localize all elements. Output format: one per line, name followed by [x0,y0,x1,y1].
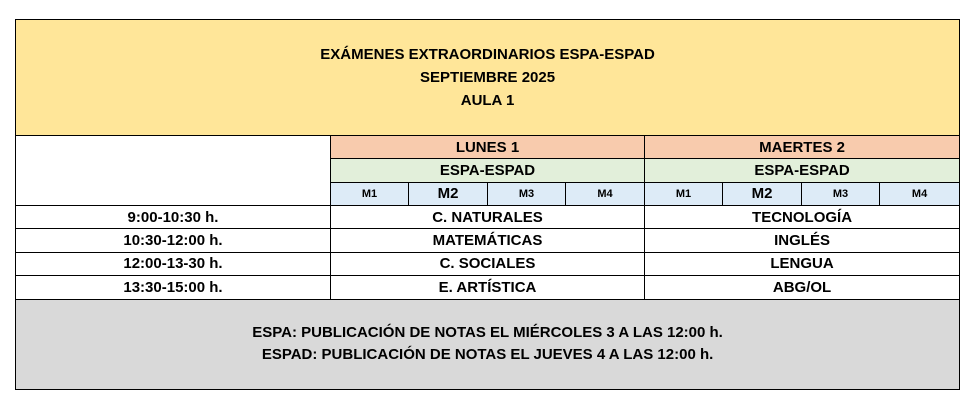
time-slot-row [16,252,960,275]
time-cell: 10:30-12:00 h. [16,229,331,252]
title-cell [16,20,960,136]
title-line-3: AULA 1 [460,91,515,109]
module-cell: M2 [409,182,488,205]
module-cell: M4 [880,182,960,205]
footer-cell [16,299,960,390]
footer-line-2: ESPAD: PUBLICACIÓN DE NOTAS EL JUEVES 4 A LAS 12:00 h. [261,346,714,364]
footer-line-1: ESPA: PUBLICACIÓN DE NOTAS EL MIÉRCOLES 3 A LAS 12:00 h. [252,324,723,342]
subject-cell: E. ARTÍSTICA [331,276,645,299]
title-line-1: EXÁMENES EXTRAORDINARIOS ESPA-ESPAD [320,45,655,63]
title-row [16,20,960,136]
day-1-label: LUNES 1 [331,135,645,158]
subject-cell: INGLÉS [645,229,960,252]
footer-row [16,299,960,390]
time-slot-row [16,206,960,229]
time-cell: 9:00-10:30 h. [16,206,331,229]
module-cell: M1 [645,182,723,205]
subject-cell: LENGUA [645,252,960,275]
module-cell: M1 [331,182,409,205]
time-slot-row [16,276,960,299]
day-2-label: MAERTES 2 [645,135,960,158]
subject-cell: ABG/OL [645,276,960,299]
subject-cell: C. NATURALES [331,206,645,229]
time-cell: 13:30-15:00 h. [16,276,331,299]
title-line-2: SEPTIEMBRE 2025 [420,68,556,86]
module-cell: M3 [488,182,566,205]
day-1-program: ESPA-ESPAD [331,159,645,182]
day-2-program: ESPA-ESPAD [645,159,960,182]
day-row [16,135,960,158]
corner-cell [16,135,331,205]
module-cell: M4 [566,182,645,205]
time-slot-row [16,229,960,252]
module-cell: M3 [802,182,880,205]
subject-cell: TECNOLOGÍA [645,206,960,229]
subject-cell: C. SOCIALES [331,252,645,275]
subject-cell: MATEMÁTICAS [331,229,645,252]
time-cell: 12:00-13-30 h. [16,252,331,275]
exam-schedule-table [15,19,960,390]
module-cell: M2 [723,182,802,205]
